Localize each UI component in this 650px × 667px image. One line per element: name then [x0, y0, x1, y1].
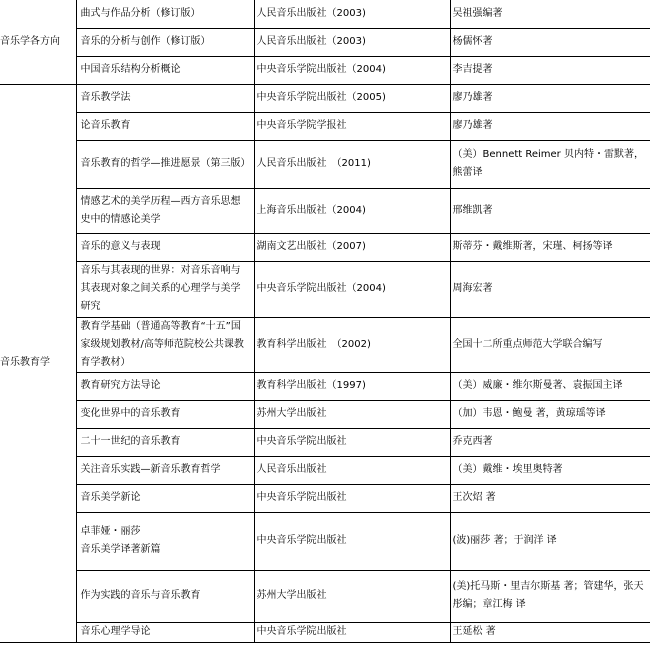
author-cell: 斯蒂芬・戴维斯著，宋瑾、柯扬等译: [450, 233, 650, 261]
table-row: [0, 233, 650, 261]
table-row: [0, 261, 650, 317]
book-title-cell: [76, 112, 254, 140]
table-row: [0, 400, 650, 428]
book-title: 作为实践的音乐与音乐教育: [80, 590, 201, 601]
publisher-cell: 人民音乐出版社（2003): [254, 28, 450, 56]
table-row: [0, 188, 650, 233]
book-title: 音乐教学法: [80, 92, 131, 103]
publisher-cell: 人民音乐出版社 （2011): [254, 140, 450, 188]
table-row: [0, 372, 650, 400]
author-cell: (美)托马斯・里吉尔斯基 著；管建华，张天彤编；章江梅 译: [450, 570, 650, 622]
publisher-cell: 中央音乐学院出版社: [254, 512, 450, 570]
book-title-cell: [76, 372, 254, 400]
book-subtitle: 音乐美学译著新篇: [80, 544, 161, 555]
publisher-cell: 中央音乐学院出版社（2004): [254, 56, 450, 84]
table-row: [0, 84, 650, 112]
book-title: 卓菲娅・丽莎: [80, 526, 141, 537]
author-cell: 杨儒怀著: [450, 28, 650, 56]
book-title: 关注音乐实践—新音乐教育哲学: [80, 464, 221, 475]
book-title: 教育学基础（普通高等教育“十五”国家级规划教材/高等师范院校公共课教育学教材）: [80, 320, 244, 368]
book-title: 音乐的意义与表现: [80, 241, 161, 252]
book-title: 音乐心理学导论: [80, 626, 151, 637]
table-row: [0, 570, 650, 622]
book-title-cell: [76, 233, 254, 261]
publisher-cell: 人民音乐出版社（2003): [254, 0, 450, 28]
author-cell: （加）韦恩・鲍曼 著，黄琼瑶等译: [450, 400, 650, 428]
book-title-cell: [76, 484, 254, 512]
book-title-cell: [76, 0, 254, 28]
category-cell: 音乐教育学: [0, 84, 76, 642]
author-cell: （美）Bennett Reimer 贝内特・雷默著，熊蕾译: [450, 140, 650, 188]
book-title-cell: [76, 56, 254, 84]
table-row: [0, 484, 650, 512]
book-title: 音乐美学新论: [80, 492, 141, 503]
book-title-cell: [76, 400, 254, 428]
table-row: [0, 28, 650, 56]
book-title: 中国音乐结构分析概论: [80, 64, 181, 75]
book-title: 论音乐教育: [80, 120, 131, 131]
publisher-cell: 教育科学出版社 （2002): [254, 317, 450, 372]
publisher-cell: 中央音乐学院出版社: [254, 484, 450, 512]
book-title: 音乐与其表现的世界：对音乐音响与其表现对象之间关系的心理学与美学研究: [80, 265, 241, 312]
book-title-cell: [76, 84, 254, 112]
category-cell: 音乐学各方向: [0, 0, 76, 84]
book-title: 音乐教育的哲学—推进愿景（第三版）: [80, 158, 251, 169]
author-cell: 周海宏著: [450, 261, 650, 317]
book-title: 音乐的分析与创作（修订版）: [80, 36, 211, 47]
book-title: 变化世界中的音乐教育: [80, 408, 181, 419]
publisher-cell: 中央音乐学院学报社: [254, 112, 450, 140]
author-cell: （美）威廉・维尔斯曼著、袁振国主译: [450, 372, 650, 400]
publisher-cell: 中央音乐学院出版社（2005): [254, 84, 450, 112]
author-cell: (波)丽莎 著；于润洋 译: [450, 512, 650, 570]
book-title-cell: [76, 570, 254, 622]
publisher-cell: 苏州大学出版社: [254, 400, 450, 428]
publisher-cell: 人民音乐出版社: [254, 456, 450, 484]
table-row: [0, 0, 650, 28]
book-title-cell: [76, 317, 254, 372]
publisher-cell: 中央音乐学院出版社: [254, 622, 450, 642]
book-title: 二十一世纪的音乐教育: [80, 436, 181, 447]
publisher-cell: 湖南文艺出版社（2007): [254, 233, 450, 261]
author-cell: 全国十二所重点师范大学联合编写: [450, 317, 650, 372]
book-title-cell: [76, 428, 254, 456]
book-title-cell: [76, 622, 254, 642]
publisher-cell: 中央音乐学院出版社（2004): [254, 261, 450, 317]
author-cell: 吴祖强编著: [450, 0, 650, 28]
table-row: [0, 140, 650, 188]
table-row: [0, 317, 650, 372]
table-row: [0, 456, 650, 484]
author-cell: 李吉提著: [450, 56, 650, 84]
publisher-cell: 中央音乐学院出版社: [254, 428, 450, 456]
author-cell: 廖乃雄著: [450, 84, 650, 112]
author-cell: 廖乃雄著: [450, 112, 650, 140]
table-row: [0, 112, 650, 140]
book-title-cell: [76, 512, 254, 570]
publisher-cell: 教育科学出版社（1997): [254, 372, 450, 400]
book-title-cell: [76, 188, 254, 233]
author-cell: 邢维凯著: [450, 188, 650, 233]
table-row: [0, 622, 650, 642]
book-title: 情感艺术的美学历程—西方音乐思想史中的情感论美学: [80, 195, 241, 225]
author-cell: （美）戴维・埃里奥特著: [450, 456, 650, 484]
table-row: [0, 428, 650, 456]
book-title-cell: [76, 140, 254, 188]
book-title-cell: [76, 456, 254, 484]
table-row: [0, 56, 650, 84]
book-title-cell: [76, 261, 254, 317]
book-title: 教育研究方法导论: [80, 380, 161, 391]
author-cell: 王延松 著: [450, 622, 650, 642]
publisher-cell: 苏州大学出版社: [254, 570, 450, 622]
book-title-cell: [76, 28, 254, 56]
book-title: 曲式与作品分析（修订版）: [80, 7, 201, 19]
publisher-cell: 上海音乐出版社（2004): [254, 188, 450, 233]
table-row: [0, 512, 650, 570]
author-cell: 乔克西著: [450, 428, 650, 456]
author-cell: 王次炤 著: [450, 484, 650, 512]
